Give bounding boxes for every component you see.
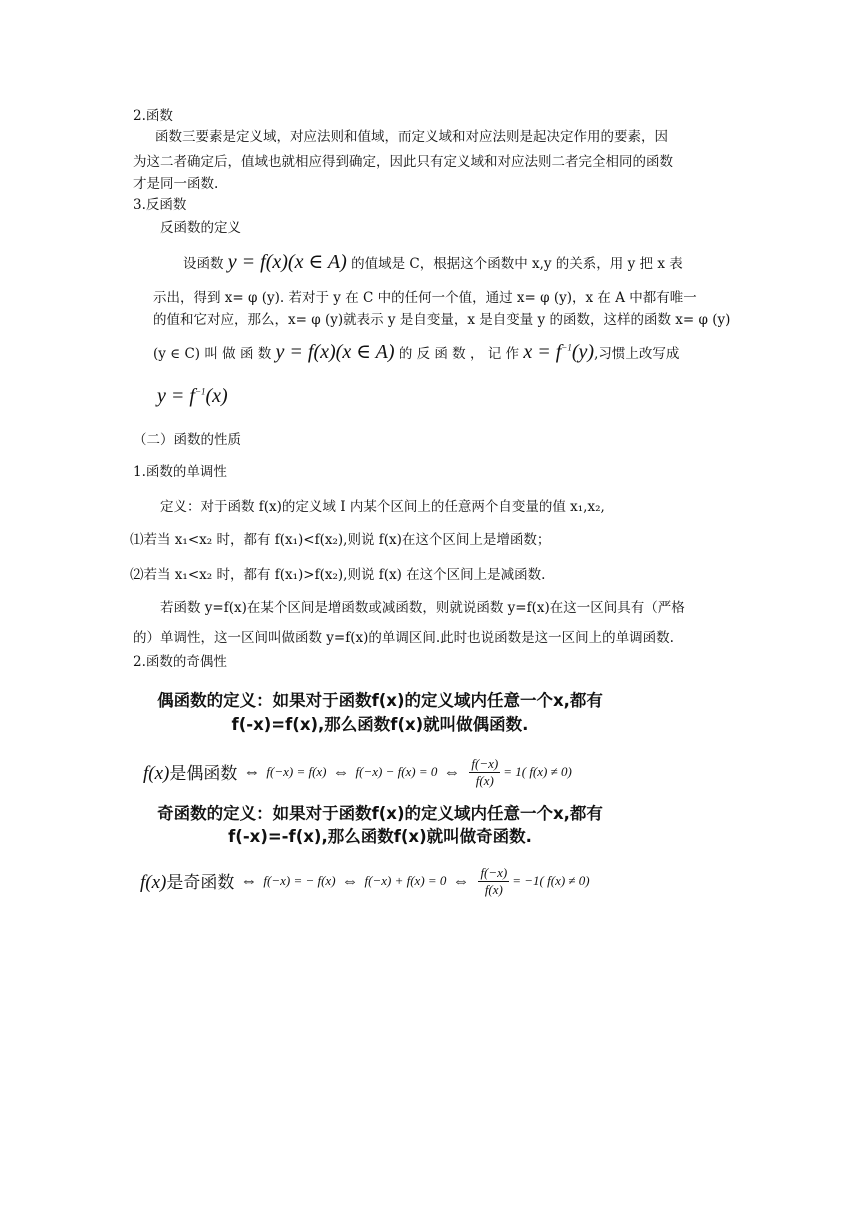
monotonicity-heading: 1.函数的单调性 xyxy=(133,464,227,480)
inverse-line-5 xyxy=(157,386,228,408)
inverse-line-1: 设函数 y = f(x)(x ∈ A) 的值域是 C，根据这个函数中 x,y 的关系，用 y 把 x 表 xyxy=(183,251,683,273)
inverse-line-2: 示出，得到 x= φ (y). 若对于 y 在 C 中的任何一个值，通过 x= φ (y)，x 在 A 中都有唯一 xyxy=(153,290,697,306)
odd-definition-line-1: 奇函数的定义：如果对于函数f(x)的定义域内任意一个x,都有 xyxy=(157,804,603,823)
parity-heading: 2.函数的奇偶性 xyxy=(133,654,227,670)
fraction: $\frac{f(-x)}{f(x)}$ xyxy=(471,755,499,788)
odd-formula: f(x)是奇函数 ⇔ f(−x) = − f(x) ⇔ f(−x) + f(x) = 0 ⇔ $\frac{f(-x)}{f(x)}$ = −1( f(x) ≠ 0) xyxy=(140,864,590,897)
monotonicity-case-2: ⑵若当 x₁<x₂ 时，都有 f(x₁)>f(x₂),则说 f(x) 在这个区间上是减函数. xyxy=(130,567,546,583)
math-expression: $y = f^{-1}(x)$ xyxy=(157,385,228,407)
even-formula: f(x)是偶函数 ⇔ f(−x) = f(x) ⇔ f(−x) − f(x) = 0 ⇔ $\frac{f(-x)}{f(x)}$ = 1( f(x) ≠ 0) xyxy=(143,755,572,788)
section-heading-inverse: 3.反函数 xyxy=(133,197,187,213)
paragraph-line: 函数三要素是定义域，对应法则和值域，而定义域和对应法则是起决定作用的要素，因 xyxy=(155,129,668,145)
inverse-line-4: (y ∈ C) 叫 做 函 数 y = f(x)(x ∈ A) 的 反 函 数 ， 记 作 $x = f^{-1}(y)$,习惯上改写成 xyxy=(153,341,680,363)
properties-heading: （二）函数的性质 xyxy=(133,432,241,448)
monotonicity-paragraph: 的）单调性，这一区间叫做函数 y=f(x)的单调区间.此时也说函数是这一区间上的单调函数. xyxy=(133,630,674,646)
math-expression: $x = f^{-1}(y)$ xyxy=(523,341,595,363)
inverse-line-3: 的值和它对应，那么，x= φ (y)就表示 y 是自变量，x 是自变量 y 的函数，这样的函数 x= φ (y) xyxy=(153,312,731,328)
monotonicity-case-1: ⑴若当 x₁<x₂ 时，都有 f(x₁)<f(x₂),则说 f(x)在这个区间上是增函数； xyxy=(130,532,551,548)
paragraph-line: 才是同一函数. xyxy=(133,176,219,192)
paragraph-line: 为这二者确定后，值域也就相应得到确定，因此只有定义域和对应法则二者完全相同的函数 xyxy=(133,154,673,170)
monotonicity-definition: 定义：对于函数 f(x)的定义域 I 内某个区间上的任意两个自变量的值 x₁,x₂, xyxy=(160,499,605,515)
subheading-inverse-def: 反函数的定义 xyxy=(160,220,241,236)
math-expression: y = f(x)(x ∈ A) xyxy=(275,341,395,363)
section-heading-function: 2.函数 xyxy=(133,108,173,124)
monotonicity-paragraph: 若函数 y=f(x)在某个区间是增函数或减函数，则就说函数 y=f(x)在这一区间具有（严格 xyxy=(160,600,685,616)
even-definition-line-1: 偶函数的定义：如果对于函数f(x)的定义域内任意一个x,都有 xyxy=(157,691,603,710)
even-definition-line-2: f(-x)=f(x),那么函数f(x)就叫做偶函数. xyxy=(231,715,529,734)
fraction: $\frac{f(-x)}{f(x)}$ xyxy=(480,864,508,897)
odd-definition-line-2: f(-x)=-f(x),那么函数f(x)就叫做奇函数. xyxy=(228,827,532,846)
math-expression: y = f(x)(x ∈ A) xyxy=(227,251,347,273)
